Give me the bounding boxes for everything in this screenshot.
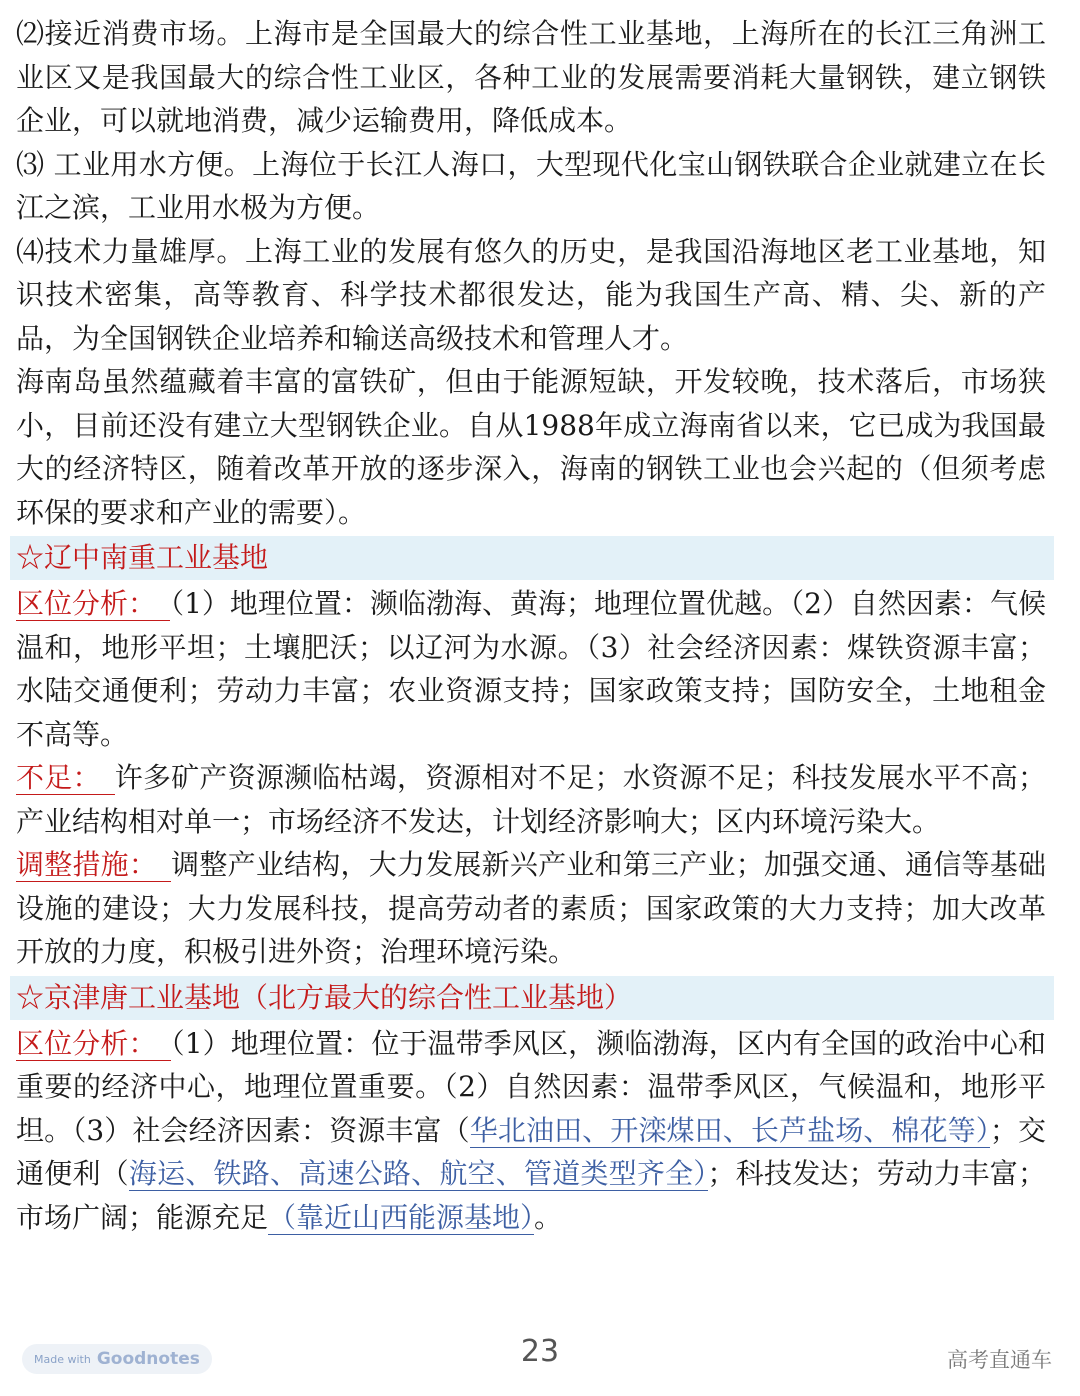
paragraph-hainan: 海南岛虽然蕴藏着丰富的富铁矿，但由于能源短缺，开发较晚，技术落后，市场狭小，目前还没有建立大型钢铁企业。自从1988年成立海南省以来，它已成为我国最大的经济特区，随着改革开放的逐步深入，海南的钢铁工业也会兴起的（但须考虑环保的要求和产业的需要）。 — [16, 365, 1046, 529]
page-number: 23 — [520, 1334, 560, 1369]
watermark: 高考直通车 — [947, 1348, 1052, 1372]
measures-label: 调整措施： — [16, 848, 171, 882]
goodnotes-brand: Goodnotes — [96, 1349, 200, 1369]
measures-text: 调整产业结构，大力发展新兴产业和第三产业；加强交通、通信等基础设施的建设；大力发展科技，提高劳动者的素质；国家政策的大力支持；加大改革开放的力度，积极引进外资；治理环境污染。 — [16, 848, 1046, 968]
section-heading-jingjintang: ☆京津唐工业基地（北方最大的综合性工业基地） — [10, 976, 1054, 1020]
liaozhongnan-measures — [16, 843, 1046, 974]
location-text-a: （1）地理位置：位于温带季风区，濒临渤海，区内有全国的政治中心和重要的经济中心，地理位置重要。（2）自然因素：温带季风区，气候温和，地形平坦。（3）社会经济因素：资源丰富（ — [16, 1026, 1046, 1147]
shortcoming-label: 不足： — [16, 761, 115, 795]
energy-link[interactable]: （靠近山西能源基地） — [268, 1200, 535, 1234]
paragraph-consumer-market: ⑵接近消费市场。上海市是全国最大的综合性工业基地，上海所在的长江三角洲工业区又是我国最大的综合性工业区，各种工业的发展需要消耗大量钢铁，建立钢铁企业，可以就地消费，减少运输费用，降低成本。 — [16, 17, 1046, 137]
location-text-b: ；交通便利（ — [16, 1113, 1046, 1190]
paragraph-technical-strength: ⑷技术力量雄厚。上海工业的发展有悠久的历史，是我国沿海地区老工业基地，知识技术密集，高等教育、科学技术都很发达，能为我国生产高、精、尖、新的产品，为全国钢铁企业培养和输送高级技术和管理人才。 — [16, 234, 1046, 355]
made-with-text: Made with — [34, 1352, 91, 1366]
location-analysis-text: （1）地理位置：濒临渤海、黄海；地理位置优越。（2）自然因素：气候温和，地形平坦；土壤肥沃；以辽河为水源。（3）社会经济因素：煤铁资源丰富；水陆交通便利；劳动力丰富；农业资源支持；国家政策支持；国防安全，土地租金不高等。 — [16, 587, 1046, 751]
location-text-d: 。 — [534, 1200, 563, 1234]
document-body — [16, 12, 1046, 1239]
liaozhongnan-location-analysis — [16, 582, 1046, 756]
liaozhongnan-shortcomings — [16, 756, 1046, 843]
jingjintang-location-analysis — [16, 1022, 1046, 1240]
transport-link[interactable]: 海运、铁路、高速公路、航空、管道类型齐全） — [128, 1157, 708, 1190]
shortcoming-text: 许多矿产资源濒临枯竭，资源相对不足；水资源不足；科技发展水平不高；产业结构相对单一；市场经济不发达，计划经济影响大；区内环境污染大。 — [16, 761, 1046, 838]
location-analysis-label-2: 区位分析： — [16, 1027, 171, 1061]
location-analysis-label: 区位分析： — [16, 587, 170, 621]
location-text-c: ；科技发达；劳动力丰富；市场广阔；能源充足 — [16, 1157, 1046, 1234]
paragraph-industrial-water: ⑶ 工业用水方便。上海位于长江人海口，大型现代化宝山钢铁联合企业就建立在长江之滨，工业用水极为方便。 — [16, 147, 1046, 224]
resources-link[interactable]: 华北油田、开滦煤田、长芦盐场、棉花等） — [469, 1113, 990, 1147]
section-heading-liaozhongnan: ☆辽中南重工业基地 — [10, 536, 1054, 580]
